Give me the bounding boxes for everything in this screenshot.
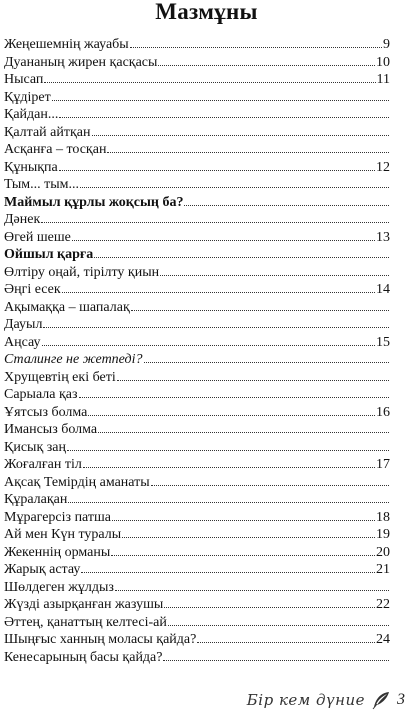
toc-entry-page: 21 bbox=[376, 562, 390, 577]
toc-entry-title: Имансыз болма bbox=[4, 422, 98, 437]
toc-entry-title: Қайдан... bbox=[4, 107, 59, 122]
toc-entry-title: Жоғалған тіл bbox=[4, 457, 82, 472]
toc-entry-title: Құралақан bbox=[4, 492, 68, 507]
toc-leader-dots bbox=[107, 152, 389, 153]
toc-entry-page: 12 bbox=[376, 159, 390, 175]
toc-entry-title: Өлтіру оңай, тірілту қиын bbox=[4, 264, 160, 280]
toc-leader-dots bbox=[80, 187, 389, 188]
toc-entry-title: Әңгі есек bbox=[4, 282, 61, 297]
toc-entry-title: Тым... тым... bbox=[4, 177, 80, 192]
toc-entry-title: Өгей шеше bbox=[4, 229, 71, 245]
feather-icon bbox=[371, 690, 391, 710]
toc-entry-title: Хрущевтің екі беті bbox=[4, 369, 116, 385]
toc-leader-dots bbox=[92, 135, 390, 136]
toc-entry-page: 24 bbox=[376, 632, 390, 647]
toc-entry bbox=[4, 71, 390, 89]
toc-entry bbox=[4, 439, 390, 457]
toc-entry-page: 22 bbox=[376, 597, 390, 612]
toc-entry-title: Асқанға – тосқан bbox=[4, 142, 107, 157]
toc-leader-dots bbox=[43, 327, 389, 328]
toc-leader-dots bbox=[68, 502, 389, 503]
toc-entry-title: Ойшыл қарға bbox=[4, 247, 94, 262]
toc-entry-page: 14 bbox=[376, 282, 390, 297]
toc-entry-page: 11 bbox=[376, 72, 390, 87]
toc-leader-dots bbox=[164, 607, 375, 608]
toc-leader-dots bbox=[131, 310, 389, 311]
toc-leader-dots bbox=[72, 240, 375, 241]
toc-entry bbox=[4, 194, 390, 212]
toc-leader-dots bbox=[59, 117, 389, 118]
toc-entry bbox=[4, 264, 390, 282]
series-title: Бір кем дүние bbox=[246, 691, 365, 709]
toc-leader-dots bbox=[79, 397, 389, 398]
toc-entry-title: Шөлдеген жұлдыз bbox=[4, 579, 114, 595]
toc-leader-dots bbox=[151, 485, 389, 486]
toc-entry-title: Жеңешемнің жауабы bbox=[4, 37, 129, 52]
toc-entry bbox=[4, 316, 390, 334]
toc-leader-dots bbox=[130, 47, 382, 48]
toc-entry bbox=[4, 54, 390, 72]
toc-leader-dots bbox=[144, 362, 389, 363]
toc-entry bbox=[4, 281, 390, 299]
toc-leader-dots bbox=[67, 450, 389, 451]
toc-entry bbox=[4, 141, 390, 159]
toc-entry bbox=[4, 106, 390, 124]
toc-entry bbox=[4, 491, 390, 509]
toc-entry-title: Әттең, қанаттың келтесі-ай bbox=[4, 614, 167, 630]
toc-entry bbox=[4, 334, 390, 352]
toc-entry-title: Ақсақ Темірдің аманаты bbox=[4, 474, 150, 490]
toc-leader-dots bbox=[122, 537, 375, 538]
toc-leader-dots bbox=[168, 625, 389, 626]
toc-entry-title: Шыңғыс ханның моласы қайда? bbox=[4, 632, 197, 647]
toc-entry-page: 10 bbox=[376, 54, 390, 70]
page-footer bbox=[247, 686, 405, 714]
toc-entry bbox=[4, 176, 390, 194]
toc-entry-page: 18 bbox=[376, 509, 390, 525]
toc-entry-title: Жүзді азырқанған жазушы bbox=[4, 597, 164, 612]
toc-entry bbox=[4, 579, 390, 597]
table-of-contents bbox=[4, 36, 390, 666]
toc-entry-title: Құнықпа bbox=[4, 159, 58, 175]
toc-entry-page: 19 bbox=[376, 527, 390, 542]
toc-entry-title: Қисық заң bbox=[4, 439, 66, 455]
toc-leader-dots bbox=[59, 170, 375, 171]
toc-entry-title: Кенесарының басы қайда? bbox=[4, 649, 163, 665]
toc-entry bbox=[4, 596, 390, 614]
toc-entry bbox=[4, 631, 390, 649]
toc-entry bbox=[4, 544, 390, 562]
toc-entry bbox=[4, 421, 390, 439]
toc-entry-page: 20 bbox=[376, 544, 390, 560]
toc-leader-dots bbox=[41, 222, 389, 223]
toc-entry bbox=[4, 229, 390, 247]
toc-leader-dots bbox=[62, 292, 375, 293]
toc-entry bbox=[4, 89, 390, 107]
toc-entry-title: Ақымаққа – шапалақ bbox=[4, 299, 130, 315]
toc-leader-dots bbox=[112, 520, 375, 521]
toc-entry bbox=[4, 386, 390, 404]
toc-entry bbox=[4, 369, 390, 387]
toc-leader-dots bbox=[158, 65, 375, 66]
toc-leader-dots bbox=[42, 345, 376, 346]
toc-leader-dots bbox=[160, 275, 389, 276]
page-number: 3 bbox=[397, 691, 405, 708]
toc-entry bbox=[4, 561, 390, 579]
toc-leader-dots bbox=[111, 555, 375, 556]
toc-entry-title: Сталинге не жетпеді? bbox=[4, 352, 143, 367]
toc-entry bbox=[4, 36, 390, 54]
toc-entry bbox=[4, 614, 390, 632]
toc-leader-dots bbox=[197, 642, 375, 643]
toc-leader-dots bbox=[88, 415, 375, 416]
toc-leader-dots bbox=[81, 572, 375, 573]
toc-entry bbox=[4, 456, 390, 474]
page-title: Мазмұны bbox=[155, 0, 258, 24]
toc-entry-title: Дәнек bbox=[4, 212, 41, 227]
toc-entry-title: Мұрагерсіз патша bbox=[4, 509, 112, 525]
toc-entry-title: Жекеннің орманы bbox=[4, 544, 111, 560]
toc-leader-dots bbox=[117, 380, 389, 381]
toc-entry-title: Құдірет bbox=[4, 89, 51, 105]
toc-entry-title: Дауыл bbox=[4, 317, 43, 332]
toc-entry bbox=[4, 509, 390, 527]
toc-entry bbox=[4, 526, 390, 544]
toc-leader-dots bbox=[163, 660, 389, 661]
toc-entry-title: Жарық астау bbox=[4, 562, 81, 577]
toc-entry bbox=[4, 474, 390, 492]
toc-leader-dots bbox=[52, 100, 389, 101]
toc-entry bbox=[4, 299, 390, 317]
toc-entry bbox=[4, 404, 390, 422]
toc-entry-title: Аңсау bbox=[4, 334, 41, 350]
toc-leader-dots bbox=[94, 257, 389, 258]
toc-entry-title: Қалтай айтқан bbox=[4, 124, 91, 140]
toc-entry bbox=[4, 159, 390, 177]
toc-entry bbox=[4, 124, 390, 142]
toc-entry-page: 16 bbox=[376, 404, 390, 420]
toc-entry-page: 15 bbox=[376, 334, 390, 350]
toc-leader-dots bbox=[83, 467, 375, 468]
toc-entry-title: Маймыл құрлы жоқсың ба? bbox=[4, 194, 184, 210]
toc-entry bbox=[4, 649, 390, 667]
toc-entry-page: 13 bbox=[376, 229, 390, 245]
toc-entry bbox=[4, 246, 390, 264]
toc-entry bbox=[4, 351, 390, 369]
toc-entry-title: Нысап bbox=[4, 72, 44, 87]
toc-leader-dots bbox=[184, 205, 389, 206]
toc-entry-page: 9 bbox=[383, 37, 390, 52]
toc-entry-title: Сарыала қаз bbox=[4, 387, 78, 402]
toc-entry-title: Ұятсыз болма bbox=[4, 404, 88, 420]
toc-leader-dots bbox=[115, 590, 389, 591]
toc-entry-title: Дуананың жирен қасқасы bbox=[4, 54, 158, 70]
toc-entry bbox=[4, 211, 390, 229]
toc-leader-dots bbox=[44, 82, 375, 83]
toc-entry-page: 17 bbox=[376, 457, 390, 472]
toc-entry-title: Ай мен Күн туралы bbox=[4, 527, 122, 542]
toc-leader-dots bbox=[98, 432, 389, 433]
